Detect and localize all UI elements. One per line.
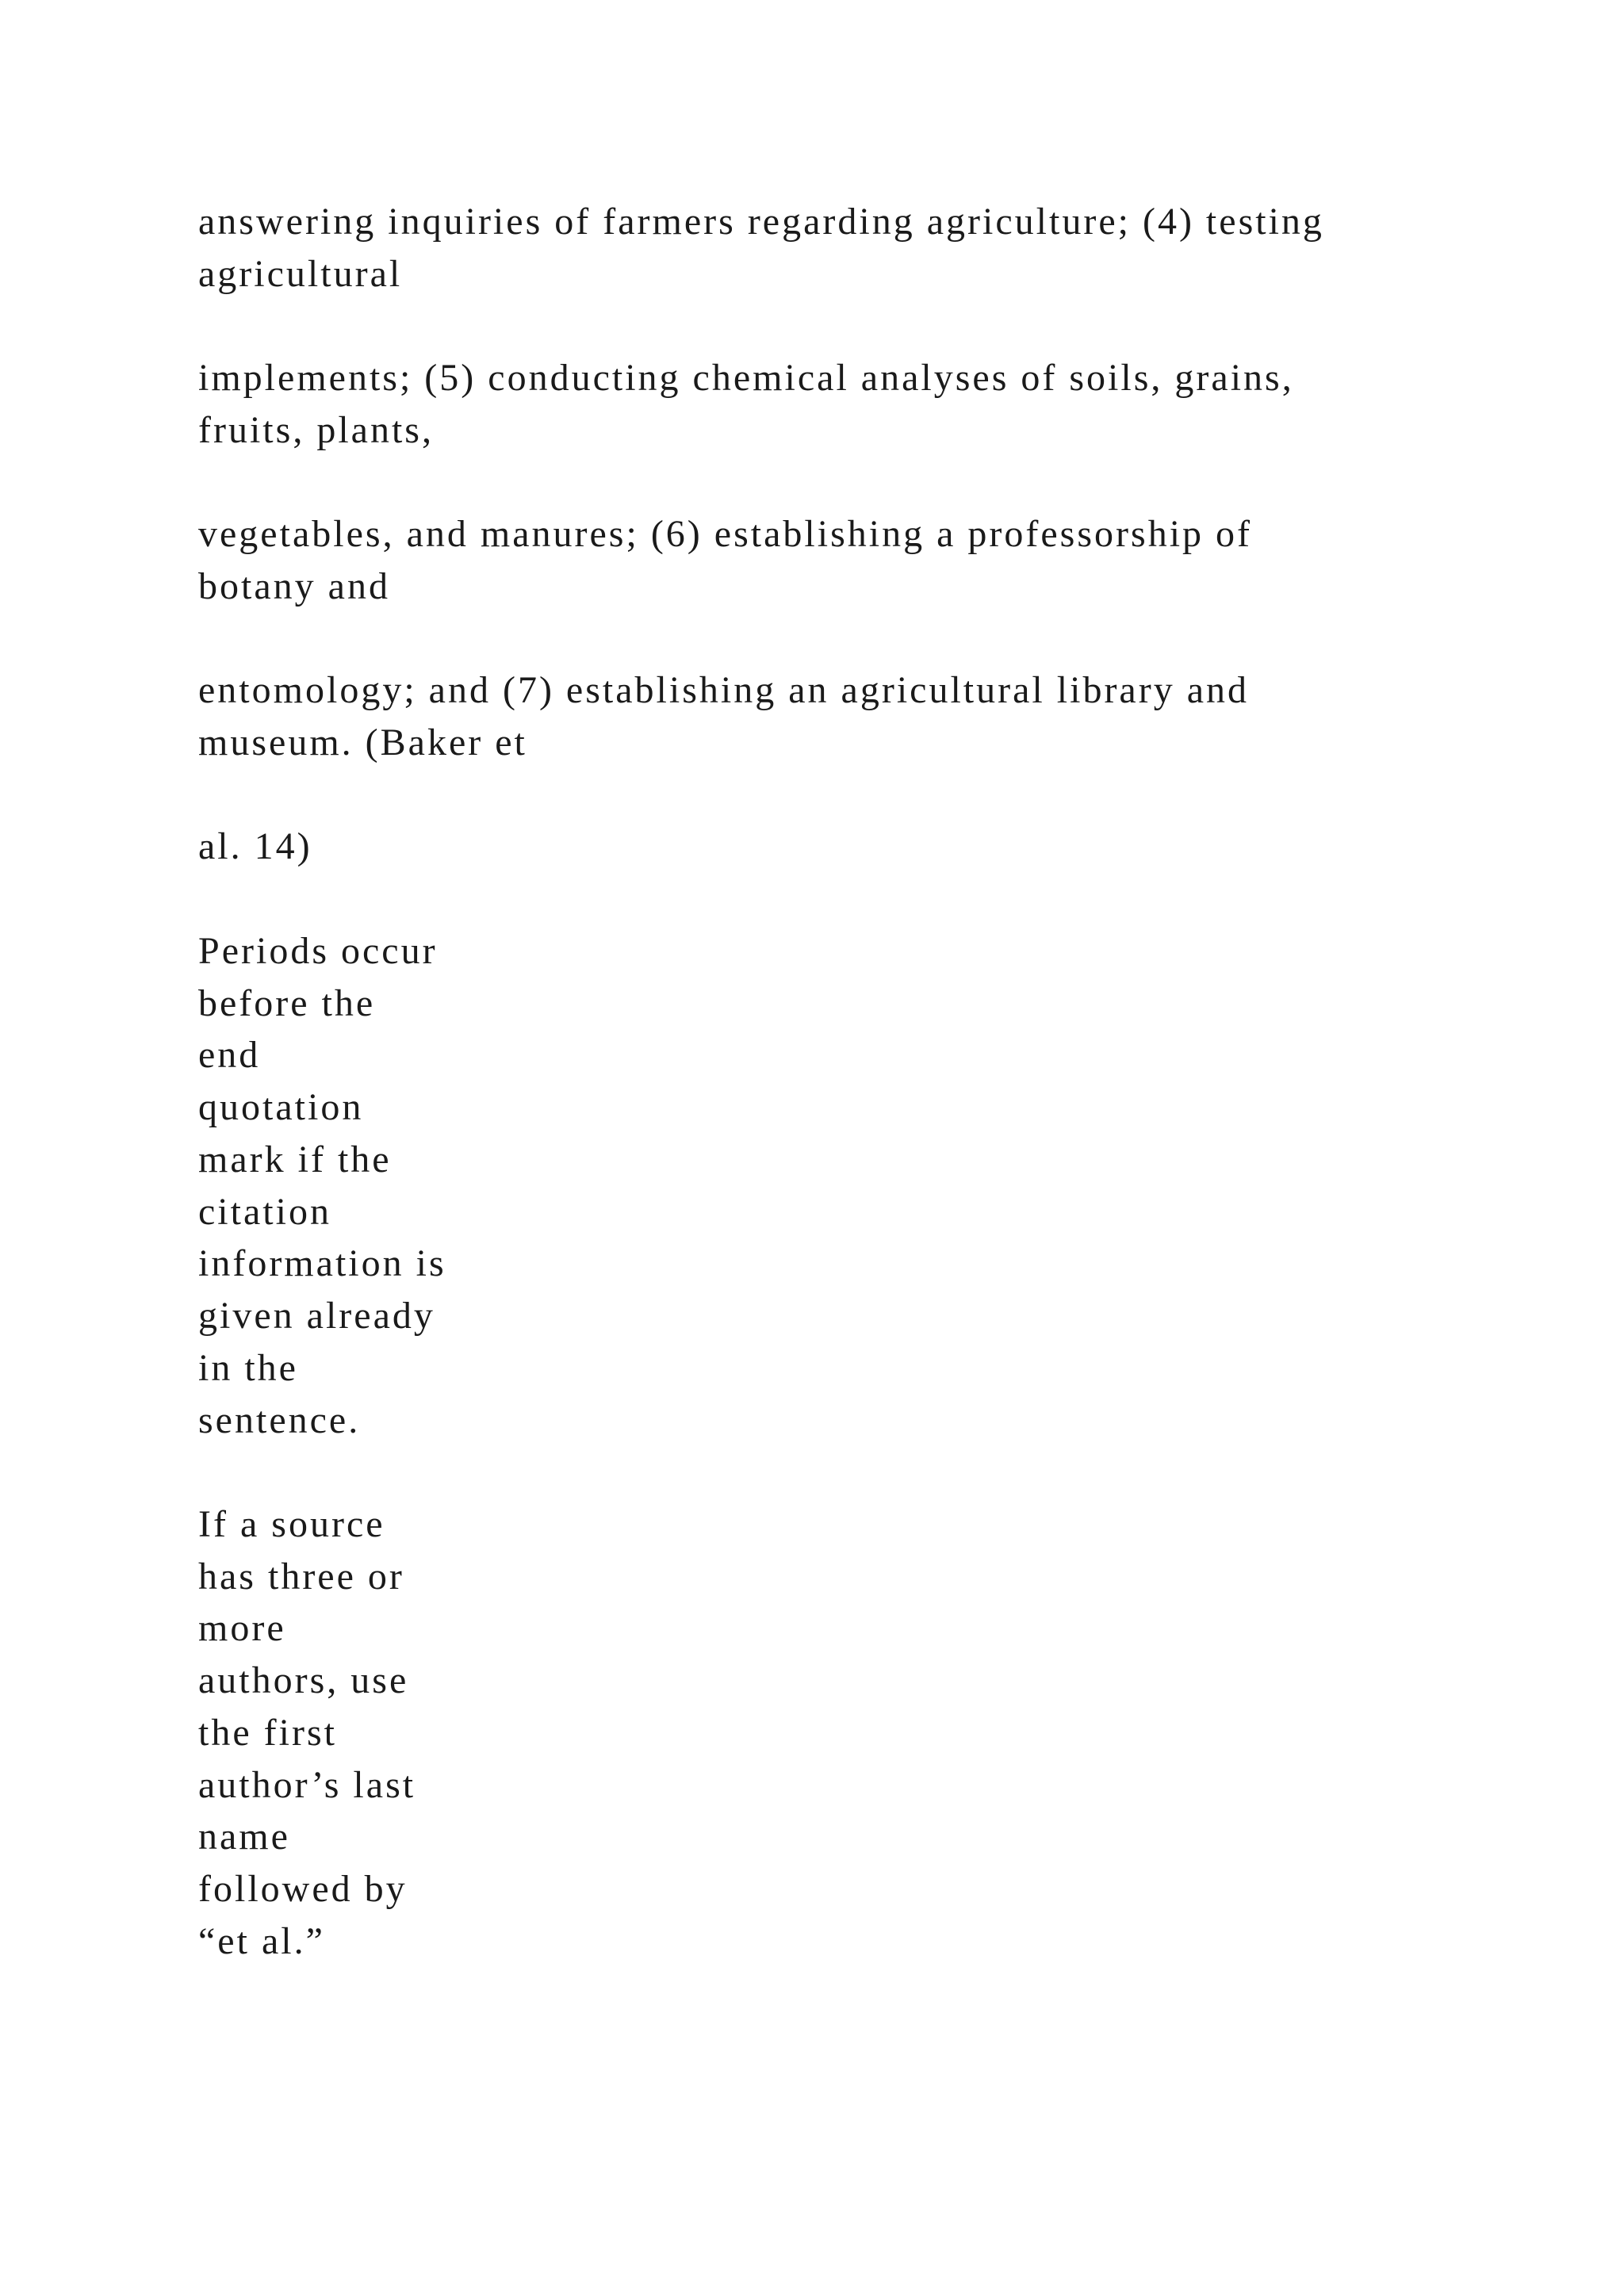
note-line: given already [198,1295,435,1337]
note-line: more [198,1607,286,1649]
note-line: quotation [198,1086,364,1128]
note-line: followed by [198,1868,408,1910]
note-line: has three or [198,1556,404,1598]
note-line: end [198,1034,261,1076]
note-line: the first [198,1712,337,1754]
text-line: al. 14) [198,825,312,867]
text-line: answering inquiries of farmers regarding agriculture; (4) testing [198,201,1324,243]
text-line: entomology; and (7) establishing an agricultural library and [198,669,1250,711]
note-line: “et al.” [198,1920,325,1962]
note-line: citation [198,1191,331,1233]
text-line: implements; (5) conducting chemical analyses of soils, grains, [198,357,1294,399]
text-line: vegetables, and manures; (6) establishing a professorship of [198,513,1253,555]
text-line: botany and [198,565,390,607]
note-line: in the [198,1347,298,1389]
note-line: sentence. [198,1399,361,1441]
note-line: Periods occur [198,930,438,972]
text-line: agricultural [198,253,403,295]
note-line: name [198,1816,290,1858]
text-line: fruits, plants, [198,409,434,451]
note-line: information is [198,1242,446,1284]
note-line: before the [198,982,376,1024]
note-line: author’s last [198,1764,416,1806]
note-line: mark if the [198,1138,392,1181]
text-line: museum. (Baker et [198,721,527,763]
note-line: authors, use [198,1659,409,1701]
note-line: If a source [198,1503,385,1545]
